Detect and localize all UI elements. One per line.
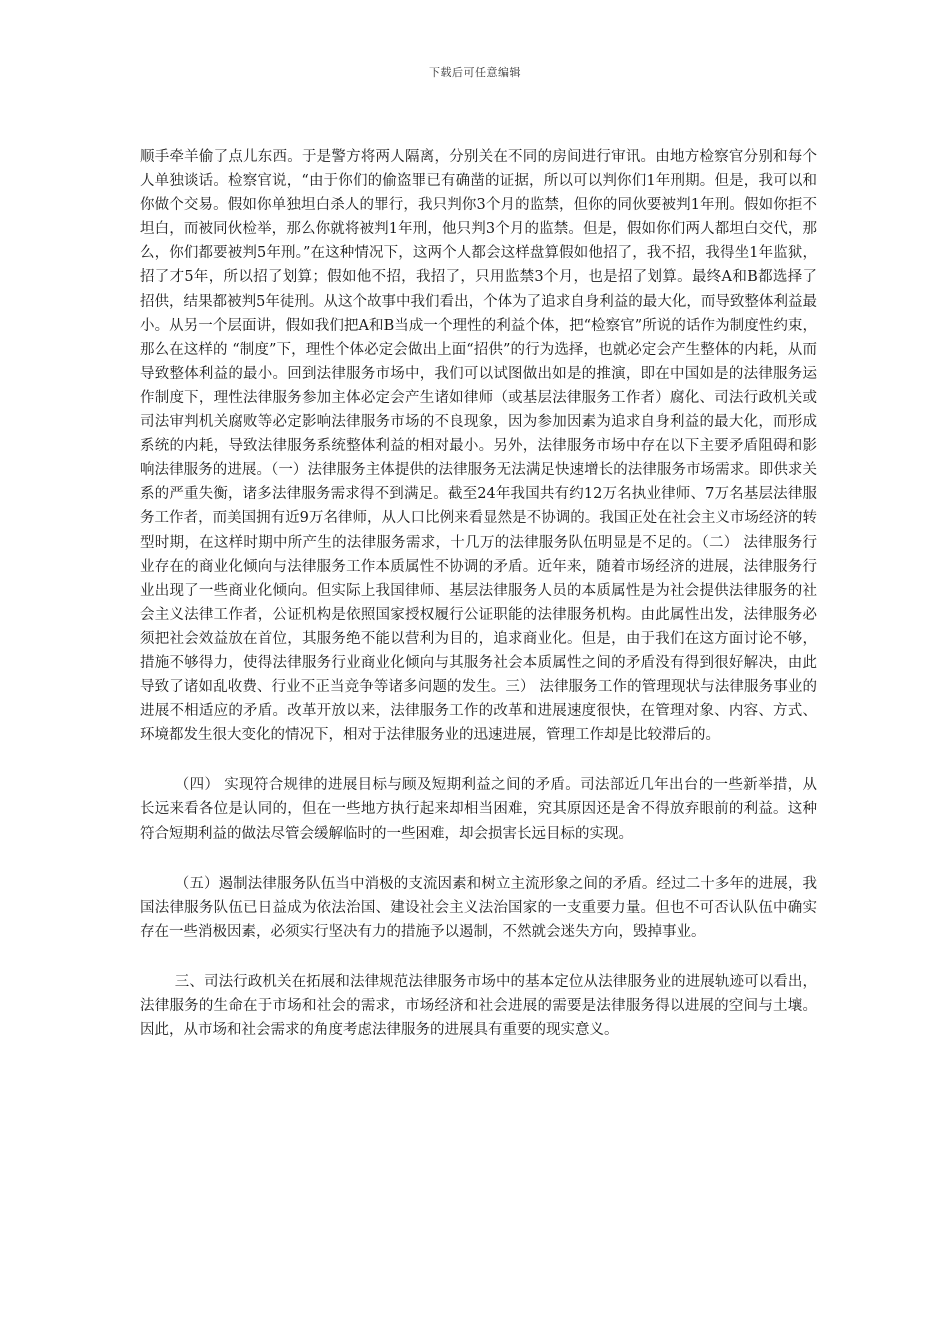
body-paragraph-4: 三、司法行政机关在拓展和法律规范法律服务市场中的基本定位从法律服务业的进展轨迹可以看出，法律服务的生命在于市场和社会的需求，市场经济和社会进展的需要是法律服务得以进展的空间与土壤。因此，从市场和社会需求的角度考虑法律服务的进展具有重要的现实意义。 xyxy=(140,973,817,1039)
paragraph-gap xyxy=(140,944,817,970)
body-paragraph-1: 顺手牵羊偷了点儿东西。于是警方将两人隔离，分别关在不同的房间进行审讯。由地方检察官分别和每个人单独谈话。检察官说，“由于你们的偷盗罪已有确凿的证据，所以可以判你们1年刑期。但是，我可以和你做个交易。假如你单独坦白杀人的罪行，我只判你3个月的监禁，但你的同伙要被判1年刑。假如你拒不坦白，而被同伙检举，那么你就将被判1年刑，他只判3个月的监禁。但是，假如你们两人都坦白交代，那么，你们都要被判5年刑。”在这种情况下，这两个人都会这样盘算假如他招了，我不招，我得坐1年监狱，招了才5年，所以招了划算；假如他不招，我招了，只用监禁3个月，也是招了划算。最终A和B都选择了招供，结果都被判5年徒刑。从这个故事中我们看出，个体为了追求自身利益的最大化，而导致整体利益最小。从另一个层面讲，假如我们把A和B当成一个理性的利益个体，把“检察官”所说的话作为制度性约束，那么在这样的 “制度”下，理性个体必定会做出上面“招供”的行为选择，也就必定会产生整体的内耗，从而导致整体利益的最小。回到法律服务市场中，我们可以试图做出如是的推演，即在中国如是的法律服务运作制度下，理性法律服务参加主体必定会产生诸如律师（或基层法律服务工作者）腐化、司法行政机关或司法审判机关腐败等必定影响法律服务市场的不良现象，因为参加因素为追求自身利益的最大化，而形成系统的内耗，导致法律服务系统整体利益的相对最小。另外，法律服务市场中存在以下主要矛盾阻碍和影响法律服务的进展。（一）法律服务主体提供的法律服务无法满足快速增长的法律服务市场需求。即供求关系的严重失衡，诸多法律服务需求得不到满足。截至24年我国共有约12万名执业律师、7万名基层法律服务工作者，而美国拥有近9万名律师，从人口比例来看显然是不协调的。我国正处在社会主义市场经济的转型时期，在这样时期中所产生的法律服务需求，十几万的法律服务队伍明显是不足的。（二） 法律服务行业存在的商业化倾向与法律服务工作本质属性不协调的矛盾。近年来，随着市场经济的进展，法律服务行业出现了一些商业化倾向。但实际上我国律师、基层法律服务人员的本质属性是为社会提供法律服务的社会主义法律工作者，公证机构是依照国家授权履行公证职能的法律服务机构。由此属性出发，法律服务必须把社会效益放在首位，其服务绝不能以营利为目的，追求商业化。但是，由于我们在这方面讨论不够，措施不够得力，使得法律服务行业商业化倾向与其服务社会本质属性之间的矛盾没有得到很好解决，由此导致了诸如乱收费、行业不正当竞争等诸多问题的发生。三） 法律服务工作的管理现状与法律服务事业的进展不相适应的矛盾。改革开放以来，法律服务工作的改革和进展速度很快，在管理对象、内容、方式、环境都发生很大变化的情况下，相对于法律服务业的迅速进展，管理工作却是比较滞后的。 xyxy=(140,149,817,744)
document-body xyxy=(140,145,817,1042)
paragraph-gap xyxy=(140,846,817,872)
paragraph-gap xyxy=(140,747,817,773)
body-paragraph-2: （四） 实现符合规律的进展目标与顾及短期利益之间的矛盾。司法部近几年出台的一些新举措，从长远来看各位是认同的，但在一些地方执行起来却相当困难，究其原因还是舍不得放弃眼前的利益。这种符合短期利益的做法尽管会缓解临时的一些困难，却会损害长远目标的实现。 xyxy=(140,777,817,842)
body-paragraph-3: （五）遏制法律服务队伍当中消极的支流因素和树立主流形象之间的矛盾。经过二十多年的进展，我国法律服务队伍已日益成为依法治国、建设社会主义法治国家的一支重要力量。但也不可否认队伍中确实存在一些消极因素，必须实行坚决有力的措施予以遏制，不然就会迷失方向，毁掉事业。 xyxy=(140,875,817,940)
page-header: 下载后可任意编辑 xyxy=(429,66,521,79)
